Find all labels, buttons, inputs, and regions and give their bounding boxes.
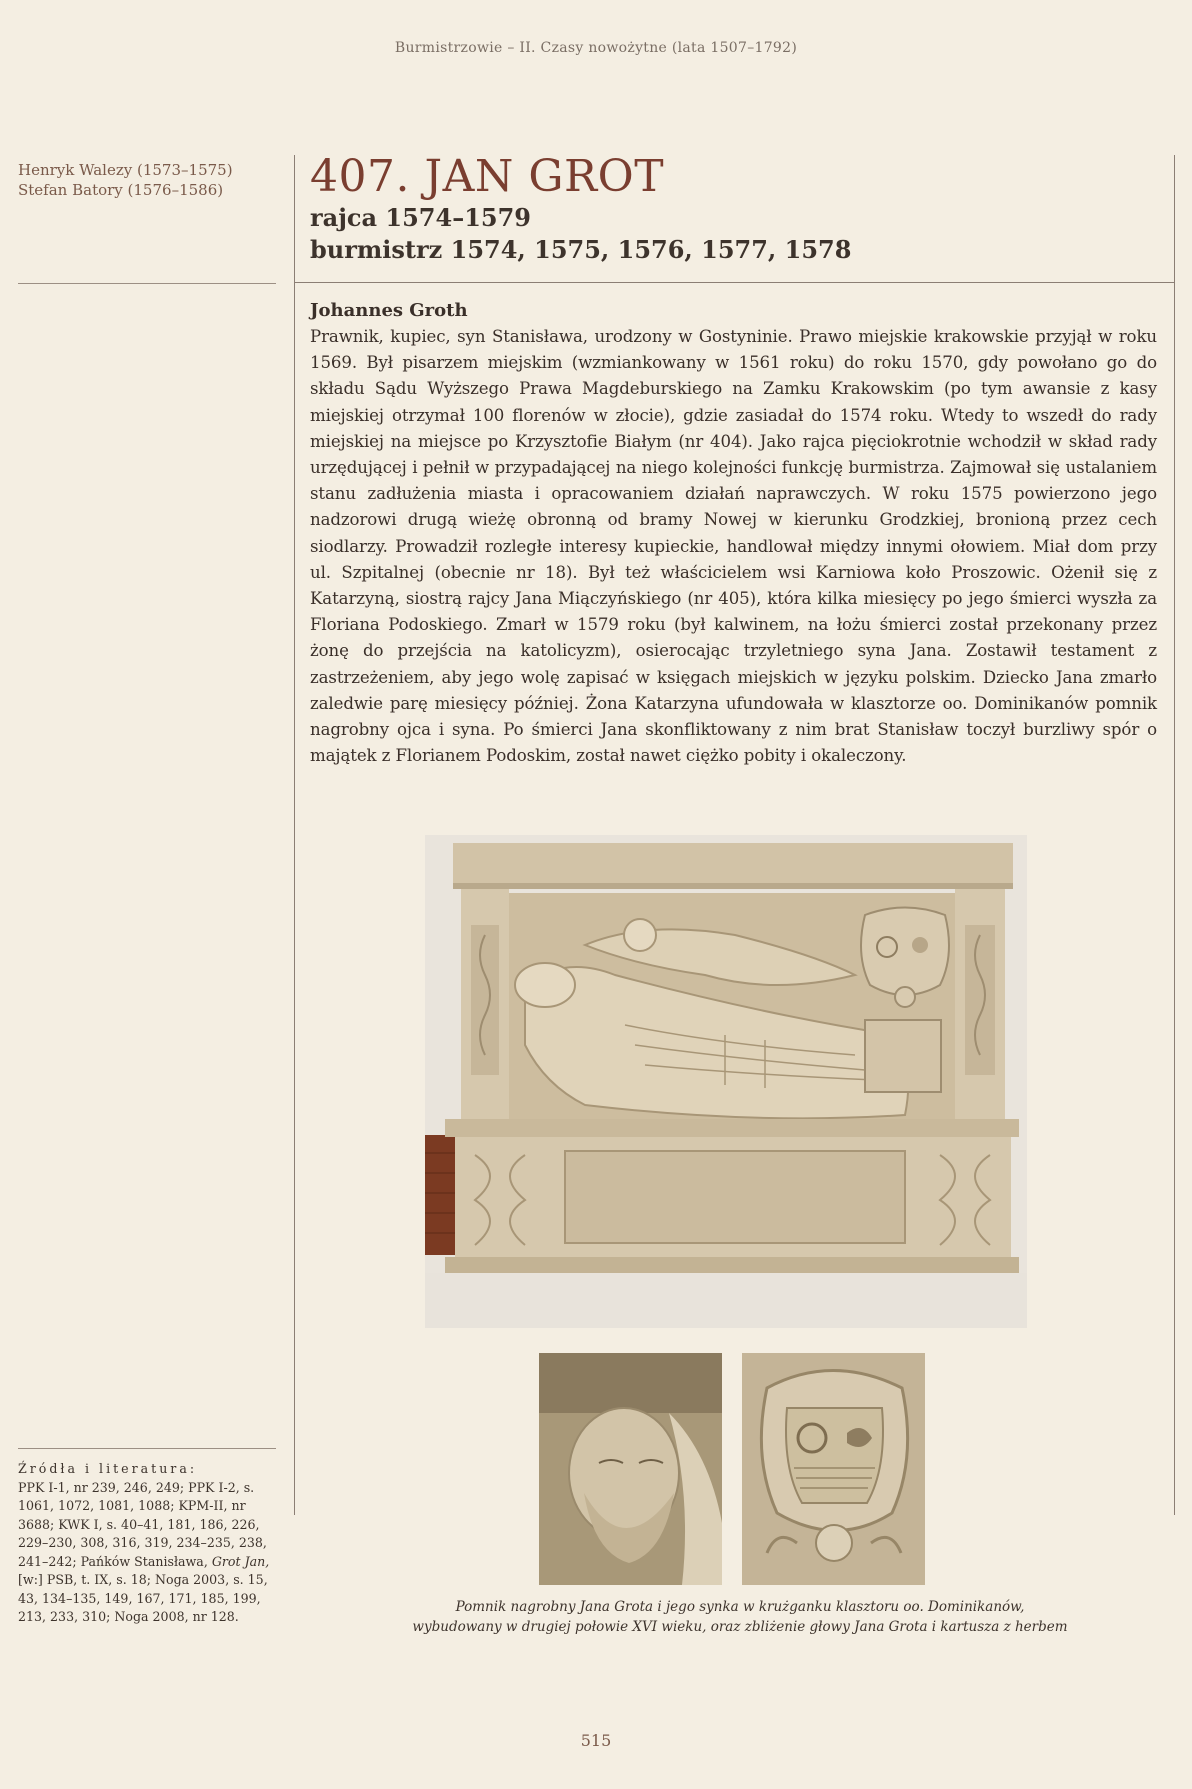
sources-text-part: [w:] PSB, t. IX, s. 18; Noga 2003, s. 15, 43, 134–135, 149, 167, 171, 185, 199, 213, 233, 310; Noga 2008, nr 128. xyxy=(18,1572,268,1624)
column-rule-left xyxy=(294,155,295,1515)
sidebar-reigns xyxy=(18,160,278,200)
head-closeup-photo xyxy=(539,1353,722,1585)
figure-caption xyxy=(310,1597,1170,1637)
cartouche-closeup-photo xyxy=(742,1353,925,1585)
entry-header xyxy=(310,152,1170,266)
sources-text xyxy=(18,1479,280,1627)
entry-councillor: rajca 1574–1579 xyxy=(310,203,531,232)
sources-text-part: PPK I-1, nr 239, 246, 249; PPK I-2, s. 1061, 1072, 1081, 1088; KPM-II, nr 3688; KWK I, s. 40–41, 181, 186, 226, 229–230, 308, 316, 319, 234–235, 238, 241–242; Pańków Stanisława, xyxy=(18,1479,267,1569)
sources xyxy=(18,1460,280,1627)
sources-divider xyxy=(18,1448,276,1449)
sidebar-divider xyxy=(18,283,276,284)
entry-mayor: burmistrz 1574, 1575, 1576, 1577, 1578 xyxy=(310,235,852,264)
tomb-monument-photo xyxy=(425,835,1027,1328)
running-head: Burmistrzowie – II. Czasy nowożytne (lata 1507–1792) xyxy=(394,40,798,56)
biography-text: Prawnik, kupiec, syn Stanisława, urodzony w Gostyninie. Prawo miejskie krakowskie przyjął w roku 1569. Był pisarzem miejskim (wzmiankowany w 1561 roku) do roku 1570, gdy powołano go do składu Sądu Wyższego Prawa Magdeburskiego na Zamku Krakowskim (po tym awansie z kasy miejskiej otrzymał 100 florenów w złocie), gdzie zasiadał do 1574 roku. Wtedy to wszedł do rady miejskiej na miejsce po Krzysztofie Białym (nr 404). Jako rajca pięciokrotnie wchodził w skład rady urzędującej i pełnił w przypadającej na niego kolejności funkcję burmistrza. Zajmował się ustalaniem stanu zadłużenia miasta i opracowaniem działań naprawczych. W roku 1575 powierzono jego nadzorowi drugą wieżę obronną od bramy Nowej w kierunku Grodzkiej, bronioną przez cech siodlarzy. Prowadził rozległe interesy kupieckie, handlował między innymi ołowiem. Miał dom przy ul. Szpitalnej (obecnie nr 18). Był też właścicielem wsi Karniowa koło Proszowic. Ożenił się z Katarzyną, siostrą rajcy Jana Miączyńskiego (nr 405), która kilka miesięcy po jego śmierci wyszła za Floriana Podoskiego. Zmarł w 1579 roku (był kalwinem, na łożu śmierci został przekonany przez żonę do przejścia na katolicyzm), osierocając trzyletniego syna Jana. Zostawił testament z zastrzeżeniem, aby jego wolę zapisać w księgach miejskich w języku polskim. Dziecko Jana zmarło zaledwie parę miesięcy później. Żona Katarzyna ufundowała w klasztorze oo. Dominikanów pomnik nagrobny ojca i syna. Po śmierci Jana skonfliktowany z nim brat Stanisław toczył burzliwy spór o majątek z Florianem Podoskim, został nawet ciężko pobity i okaleczony. xyxy=(310,327,1157,766)
entry-number: 407. xyxy=(310,151,410,202)
caption-line: Pomnik nagrobny Jana Grota i jego synka w krużganku klasztoru oo. Dominikanów, xyxy=(455,1599,1025,1615)
reign-line: Henryk Walezy (1573–1575) xyxy=(18,161,233,179)
column-rule-right xyxy=(1174,155,1175,1515)
entry-name: JAN GROT xyxy=(424,151,665,202)
entry-title xyxy=(310,152,1170,202)
sources-italic: Grot Jan, xyxy=(211,1553,270,1569)
caption-line: wybudowany w drugiej połowie XVI wieku, oraz zbliżenie głowy Jana Grota i kartusza z herbem xyxy=(412,1619,1068,1635)
sources-heading: Źródła i literatura: xyxy=(18,1461,198,1476)
page-number: 515 xyxy=(580,1731,612,1750)
biography xyxy=(310,298,1157,769)
title-divider xyxy=(294,282,1174,283)
reign-line: Stefan Batory (1576–1586) xyxy=(18,181,224,199)
latin-name: Johannes Groth xyxy=(310,300,468,321)
